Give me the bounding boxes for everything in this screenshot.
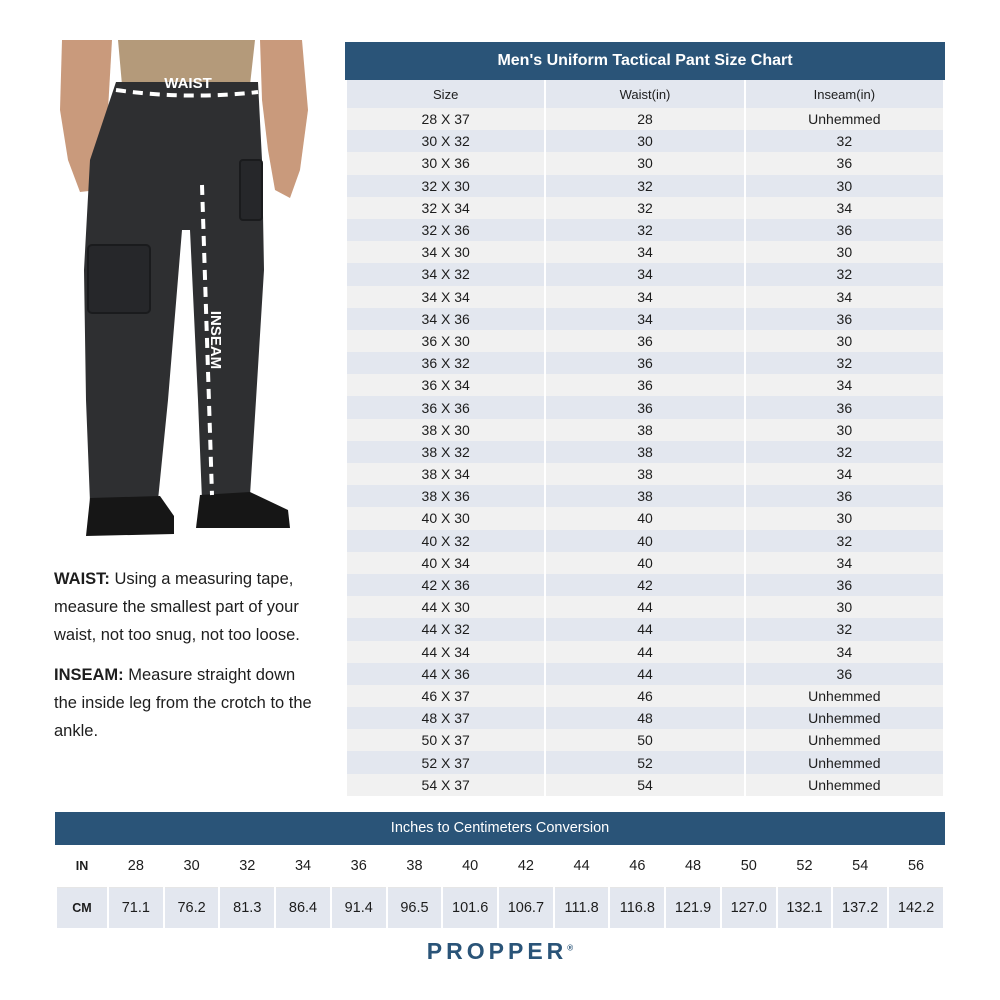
cell-size: 40 X 34	[346, 552, 545, 574]
table-row	[346, 751, 944, 773]
cell-inseam: Unhemmed	[745, 774, 944, 796]
cell-size: 34 X 36	[346, 308, 545, 330]
cell-inseam: 30	[745, 596, 944, 618]
cell-waist: 52	[545, 751, 744, 773]
cell-waist: 50	[545, 729, 744, 751]
cell-size: 34 X 34	[346, 286, 545, 308]
size-table	[345, 80, 945, 796]
cell-waist: 44	[545, 596, 744, 618]
cell-size: 38 X 36	[346, 485, 545, 507]
brand-name: PROPPER	[426, 938, 568, 964]
column-header-size: Size	[346, 80, 545, 108]
table-row	[346, 574, 944, 596]
cell-waist: 32	[545, 197, 744, 219]
cell-size: 44 X 30	[346, 596, 545, 618]
conversion-table	[55, 845, 945, 928]
brand-logo	[0, 938, 1000, 965]
conversion-chart	[55, 812, 945, 928]
cell-waist: 44	[545, 641, 744, 663]
left-cargo-pocket	[88, 245, 150, 313]
table-row	[346, 374, 944, 396]
cell-inseam: 36	[745, 308, 944, 330]
cell-waist: 34	[545, 308, 744, 330]
cm-value: 132.1	[777, 888, 833, 929]
cm-value: 101.6	[442, 888, 498, 929]
cell-waist: 34	[545, 263, 744, 285]
cell-waist: 36	[545, 374, 744, 396]
cell-waist: 30	[545, 152, 744, 174]
cell-inseam: 36	[745, 574, 944, 596]
inch-value: 38	[387, 845, 443, 888]
table-row	[346, 286, 944, 308]
inseam-instruction-text: Measure straight down the inside leg from the crotch to the ankle.	[54, 666, 312, 740]
cm-value: 137.2	[832, 888, 888, 929]
cell-waist: 36	[545, 352, 744, 374]
cell-waist: 42	[545, 574, 744, 596]
inch-value: 32	[219, 845, 275, 888]
right-cargo-pocket	[240, 160, 262, 220]
cm-value: 71.1	[108, 888, 164, 929]
cm-value: 111.8	[554, 888, 610, 929]
inches-row	[56, 845, 944, 888]
cell-inseam: 32	[745, 618, 944, 640]
cell-inseam: 36	[745, 663, 944, 685]
table-row	[346, 729, 944, 751]
cell-waist: 40	[545, 507, 744, 529]
cm-value: 76.2	[164, 888, 220, 929]
cell-size: 52 X 37	[346, 751, 545, 773]
table-row	[346, 663, 944, 685]
right-arm-shape	[260, 40, 308, 198]
pant-model-illustration	[50, 40, 320, 555]
cell-waist: 30	[545, 130, 744, 152]
cell-size: 32 X 36	[346, 219, 545, 241]
cell-size: 34 X 32	[346, 263, 545, 285]
cell-inseam: 34	[745, 197, 944, 219]
table-row	[346, 530, 944, 552]
cell-inseam: Unhemmed	[745, 729, 944, 751]
cell-inseam: 32	[745, 130, 944, 152]
cell-waist: 32	[545, 219, 744, 241]
cell-size: 34 X 30	[346, 241, 545, 263]
cell-size: 38 X 32	[346, 441, 545, 463]
size-chart-title: Men's Uniform Tactical Pant Size Chart	[345, 42, 945, 80]
cell-inseam: Unhemmed	[745, 108, 944, 130]
cell-inseam: 32	[745, 352, 944, 374]
column-header-inseam: Inseam(in)	[745, 80, 944, 108]
centimeters-row	[56, 888, 944, 929]
cell-size: 46 X 37	[346, 685, 545, 707]
table-row	[346, 485, 944, 507]
table-row	[346, 641, 944, 663]
cell-size: 44 X 36	[346, 663, 545, 685]
inch-value: 44	[554, 845, 610, 888]
cell-size: 38 X 34	[346, 463, 545, 485]
cell-inseam: 30	[745, 175, 944, 197]
table-row	[346, 396, 944, 418]
cm-value: 86.4	[275, 888, 331, 929]
table-row	[346, 219, 944, 241]
waist-term: WAIST:	[54, 570, 110, 588]
cm-value: 142.2	[888, 888, 944, 929]
cell-waist: 32	[545, 175, 744, 197]
cell-size: 32 X 34	[346, 197, 545, 219]
cell-inseam: 32	[745, 530, 944, 552]
cell-inseam: 34	[745, 286, 944, 308]
column-header-waist: Waist(in)	[545, 80, 744, 108]
table-row	[346, 308, 944, 330]
cell-inseam: 32	[745, 441, 944, 463]
inch-value: 36	[331, 845, 387, 888]
cm-value: 121.9	[665, 888, 721, 929]
cell-inseam: 34	[745, 374, 944, 396]
inches-row-label: IN	[56, 845, 108, 888]
cell-size: 40 X 32	[346, 530, 545, 552]
table-row	[346, 197, 944, 219]
cell-size: 40 X 30	[346, 507, 545, 529]
size-chart	[345, 42, 945, 796]
inch-value: 54	[832, 845, 888, 888]
cell-size: 36 X 36	[346, 396, 545, 418]
inch-value: 52	[777, 845, 833, 888]
table-row	[346, 152, 944, 174]
table-row	[346, 507, 944, 529]
cell-size: 30 X 32	[346, 130, 545, 152]
inch-value: 56	[888, 845, 944, 888]
cm-value: 91.4	[331, 888, 387, 929]
cell-inseam: Unhemmed	[745, 685, 944, 707]
inch-value: 34	[275, 845, 331, 888]
cell-waist: 38	[545, 419, 744, 441]
cell-size: 36 X 34	[346, 374, 545, 396]
cell-waist: 38	[545, 441, 744, 463]
cell-inseam: 36	[745, 219, 944, 241]
waist-label: WAIST	[164, 75, 212, 92]
conversion-title: Inches to Centimeters Conversion	[55, 812, 945, 845]
inch-value: 50	[721, 845, 777, 888]
cell-size: 30 X 36	[346, 152, 545, 174]
cell-waist: 44	[545, 663, 744, 685]
inseam-instruction	[54, 661, 319, 745]
table-row	[346, 463, 944, 485]
table-row	[346, 263, 944, 285]
cell-inseam: 34	[745, 463, 944, 485]
table-row	[346, 618, 944, 640]
cell-waist: 38	[545, 485, 744, 507]
table-row	[346, 441, 944, 463]
cell-waist: 40	[545, 552, 744, 574]
table-row	[346, 552, 944, 574]
cell-waist: 34	[545, 286, 744, 308]
cell-inseam: 36	[745, 396, 944, 418]
table-row	[346, 774, 944, 796]
cell-size: 38 X 30	[346, 419, 545, 441]
cell-size: 54 X 37	[346, 774, 545, 796]
cell-inseam: 36	[745, 152, 944, 174]
measuring-instructions	[54, 565, 319, 757]
table-row	[346, 175, 944, 197]
table-row	[346, 108, 944, 130]
cell-inseam: 30	[745, 241, 944, 263]
cell-waist: 48	[545, 707, 744, 729]
waist-instruction-text: Using a measuring tape, measure the smallest part of your waist, not too snug, not too loose.	[54, 570, 300, 644]
cell-inseam: Unhemmed	[745, 707, 944, 729]
cm-value: 127.0	[721, 888, 777, 929]
registered-mark: ®	[567, 943, 574, 953]
inseam-term: INSEAM:	[54, 666, 124, 684]
table-row	[346, 707, 944, 729]
cell-waist: 36	[545, 396, 744, 418]
cm-value: 116.8	[609, 888, 665, 929]
size-table-body	[346, 108, 944, 796]
cm-value: 96.5	[387, 888, 443, 929]
cell-inseam: 30	[745, 419, 944, 441]
right-boot-shape	[196, 492, 290, 528]
cm-value: 81.3	[219, 888, 275, 929]
centimeters-row-label: CM	[56, 888, 108, 929]
inch-value: 30	[164, 845, 220, 888]
table-row	[346, 352, 944, 374]
pant-model-svg	[50, 40, 320, 555]
table-row	[346, 330, 944, 352]
cell-inseam: Unhemmed	[745, 751, 944, 773]
inch-value: 46	[609, 845, 665, 888]
cell-waist: 46	[545, 685, 744, 707]
cell-inseam: 30	[745, 330, 944, 352]
cell-waist: 34	[545, 241, 744, 263]
cell-waist: 28	[545, 108, 744, 130]
left-boot-shape	[86, 496, 174, 536]
cell-size: 50 X 37	[346, 729, 545, 751]
inch-value: 40	[442, 845, 498, 888]
cell-waist: 54	[545, 774, 744, 796]
table-row	[346, 596, 944, 618]
cell-size: 44 X 32	[346, 618, 545, 640]
table-row	[346, 685, 944, 707]
inch-value: 28	[108, 845, 164, 888]
cm-value: 106.7	[498, 888, 554, 929]
cell-inseam: 34	[745, 641, 944, 663]
cell-waist: 38	[545, 463, 744, 485]
cell-inseam: 34	[745, 552, 944, 574]
waist-instruction	[54, 565, 319, 649]
table-row	[346, 419, 944, 441]
cell-inseam: 32	[745, 263, 944, 285]
cell-size: 44 X 34	[346, 641, 545, 663]
cell-size: 36 X 32	[346, 352, 545, 374]
cell-inseam: 36	[745, 485, 944, 507]
inch-value: 42	[498, 845, 554, 888]
cell-waist: 36	[545, 330, 744, 352]
cell-waist: 40	[545, 530, 744, 552]
cell-size: 28 X 37	[346, 108, 545, 130]
cell-inseam: 30	[745, 507, 944, 529]
cell-size: 48 X 37	[346, 707, 545, 729]
cell-size: 32 X 30	[346, 175, 545, 197]
table-row	[346, 241, 944, 263]
cell-size: 36 X 30	[346, 330, 545, 352]
inch-value: 48	[665, 845, 721, 888]
inseam-label: INSEAM	[207, 310, 224, 370]
cell-waist: 44	[545, 618, 744, 640]
table-row	[346, 130, 944, 152]
cell-size: 42 X 36	[346, 574, 545, 596]
size-table-header-row	[346, 80, 944, 108]
